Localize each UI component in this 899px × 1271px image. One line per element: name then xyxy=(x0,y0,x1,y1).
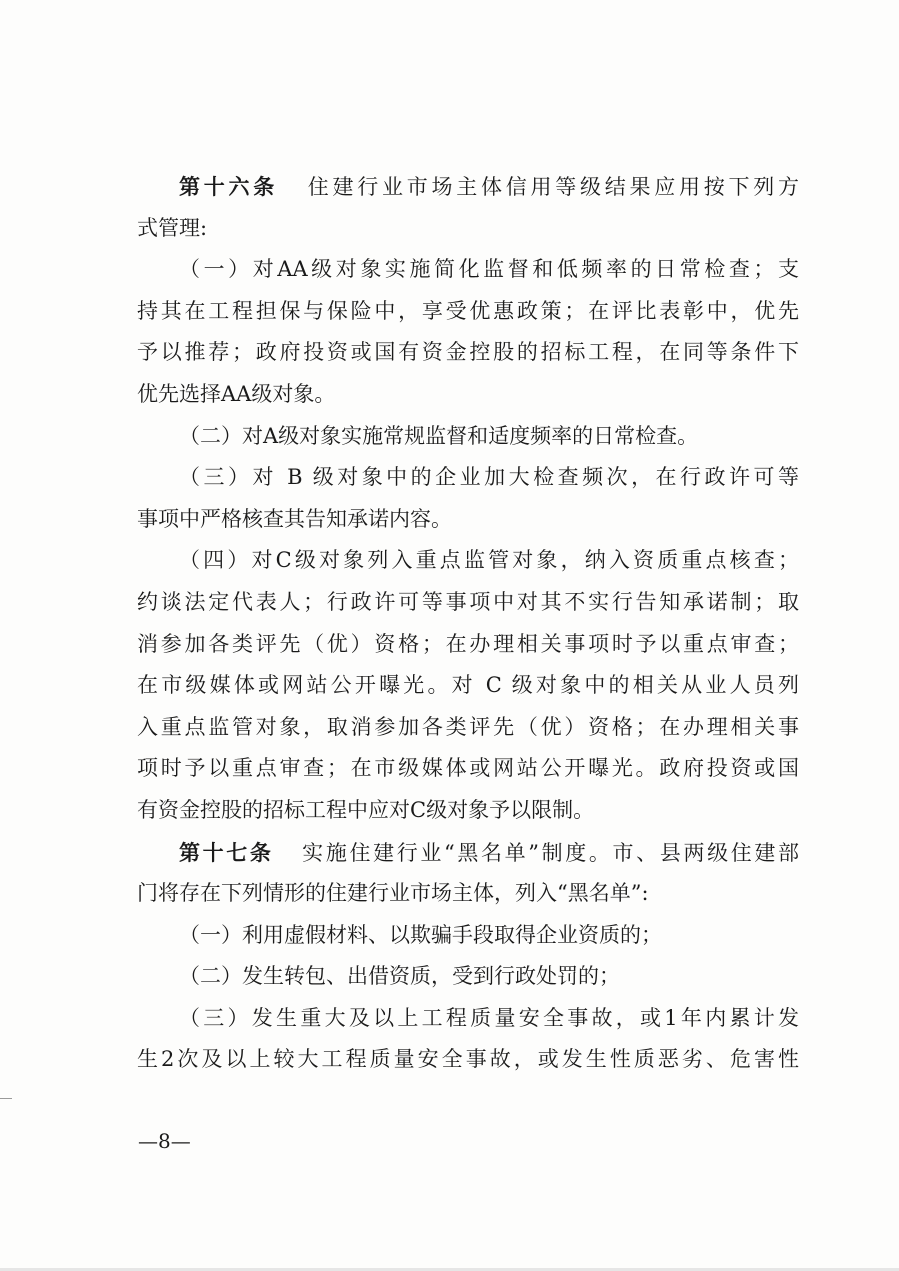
item-1-line-4: 优先选择AA级对象。 xyxy=(137,381,336,406)
article-17-item-3-line-1: （三）发生重大及以上工程质量安全事故，或1年内累计发 xyxy=(179,1005,799,1030)
item-4-line-7: 有资金控股的招标工程中应对C级对象予以限制。 xyxy=(137,797,595,822)
article-17-line-1 xyxy=(137,832,799,874)
item-4-line-5: 入重点监管对象，取消参加各类评先（优）资格；在办理相关事 xyxy=(137,714,799,739)
article-17-item-3-line-2: 生2次及以上较大工程质量安全事故，或发生性质恶劣、危害性 xyxy=(137,1047,799,1072)
document-body xyxy=(137,166,799,1081)
item-4-line-4: 在市级媒体或网站公开曝光。对 C 级对象中的相关从业人员列 xyxy=(137,673,799,698)
item-4-line-6: 项时予以重点审查；在市级媒体或网站公开曝光。政府投资或国 xyxy=(137,756,799,781)
page-number: —8— xyxy=(138,1129,191,1153)
item-3-line-2: 事项中严格核查其告知承诺内容。 xyxy=(137,506,452,531)
article-17-item-2: （二）发生转包、出借资质，受到行政处罚的； xyxy=(179,964,620,989)
article-16-heading: 第十六条 xyxy=(179,174,278,199)
article-17-heading: 第十七条 xyxy=(179,839,274,865)
item-3-line-1: （三）对 B 级对象中的企业加大检查频次，在行政许可等 xyxy=(179,465,799,490)
article-17-line-2: 门将存在下列情形的住建行业市场主体，列入“黑名单”: xyxy=(137,881,649,906)
article-16-line-2: 式管理: xyxy=(137,215,208,240)
item-4-line-3: 消参加各类评先（优）资格；在办理相关事项时予以重点审查； xyxy=(137,631,799,656)
item-1-line-2: 持其在工程担保与保险中，享受优惠政策；在评比表彰中，优先 xyxy=(137,298,799,323)
article-17-item-1: （一）利用虚假材料、以欺骗手段取得企业资质的； xyxy=(179,922,662,947)
item-1-line-3: 予以推荐；政府投资或国有资金控股的招标工程，在同等条件下 xyxy=(137,340,799,365)
article-16-line-1 xyxy=(137,166,799,208)
binding-margin-mark xyxy=(0,1098,12,1099)
item-2-line-1: （二）对A级对象实施常规监督和适度频率的日常检查。 xyxy=(179,423,699,448)
item-1-line-1: （一）对AA级对象实施简化监督和低频率的日常检查；支 xyxy=(179,257,799,282)
article-16-text: 住建行业市场主体信用等级结果应用按下列方 xyxy=(304,175,799,199)
article-17-text: 实施住建行业“黑名单”制度。市、县两级住建部 xyxy=(299,840,799,865)
item-4-line-1: （四）对C级对象列入重点监管对象，纳入资质重点核查； xyxy=(179,548,799,573)
item-4-line-2: 约谈法定代表人；行政许可等事项中对其不实行告知承诺制；取 xyxy=(137,589,799,614)
